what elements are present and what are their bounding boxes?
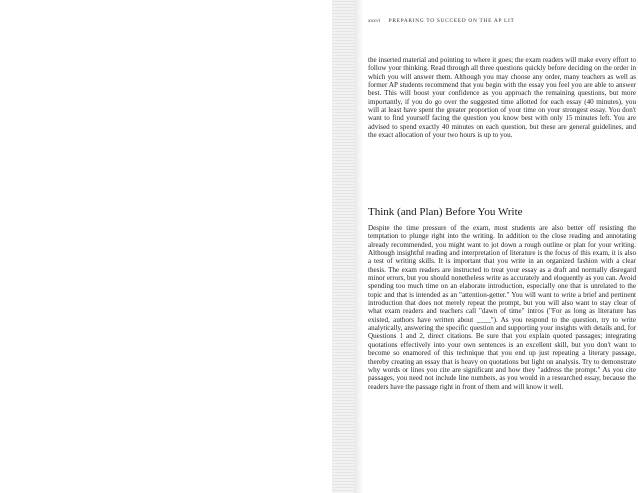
gutter-shadow [354,0,364,493]
book-gutter [332,0,354,493]
section-2-body [368,224,636,391]
page-number: xxxvi [368,18,381,24]
section-1-paragraph: the inserted material and pointing to where it goes; the exam readers will make every effort to follow your thinking. Read through all three questions quickly before deciding on the order in which you will answer them. Although you may choose any order, many teachers as well as former AP students recommend that you begin with the essay you feel you are able to answer best. This will boost your confidence as you approach the remaining questions, but more importantly, if you do go over the suggested time allotted for each essay (40 minutes), you will at least have spent the greater proportion of your time on your strongest essay. You don't want to find yourself facing the question you know best with only 15 minutes left. You are advised to spend exactly 40 minutes on each question, but these are general guidelines, and the exact allocation of your two hours is up to you. [368,56,636,140]
section-2-paragraph: Despite the time pressure of the exam, most students are also better off resisting the temptation to plunge right into the writing. In addition to the close reading and annotating already recommended, you might want to jot down a rough outline or plan for your writing. Although insightful reading and interpretation of literature is the focus of this exam, it is also a test of writing skills. It is important that you write in an organized fashion with a clear thesis. The exam readers are instructed to treat your essay as a draft and normally disregard minor errors, but you should nonetheless write as accurately and eloquently as you can. Avoid spending too much time on an elaborate introduction, especially one that is unrelated to the topic and that is intended as an "attention-getter." You will want to write a brief and pertinent introduction that does not merely repeat the prompt, but you will also want to stay clear of what exam readers and teachers call "dawn of time" intros ("For as long as literature has existed, authors have written about ____"). As you respond to the question, try to write analytically, answering the specific question and supporting your insights with details and, for Questions 1 and 2, direct citations. Be sure that you explain quoted passages; integrating quotations effectively into your own sentences is an excellent skill, but you don't want to become so enamored of this technique that you end up just repeating a literary passage, thereby creating an essay that is heavy on quotations but light on analysis. Try to demonstrate why words or lines you cite are significant and how they "address the prompt." As you cite passages, you need not include line numbers, as you would in a researched essay, because the readers have the passage right in front of them and will know it well. [368,224,636,391]
running-head [368,18,514,24]
book-page [368,14,636,488]
section-1-body [368,56,636,139]
section-heading: Think (and Plan) Before You Write [368,206,523,218]
running-head-title: PREPARING TO SUCCEED ON THE AP LIT [388,18,515,24]
